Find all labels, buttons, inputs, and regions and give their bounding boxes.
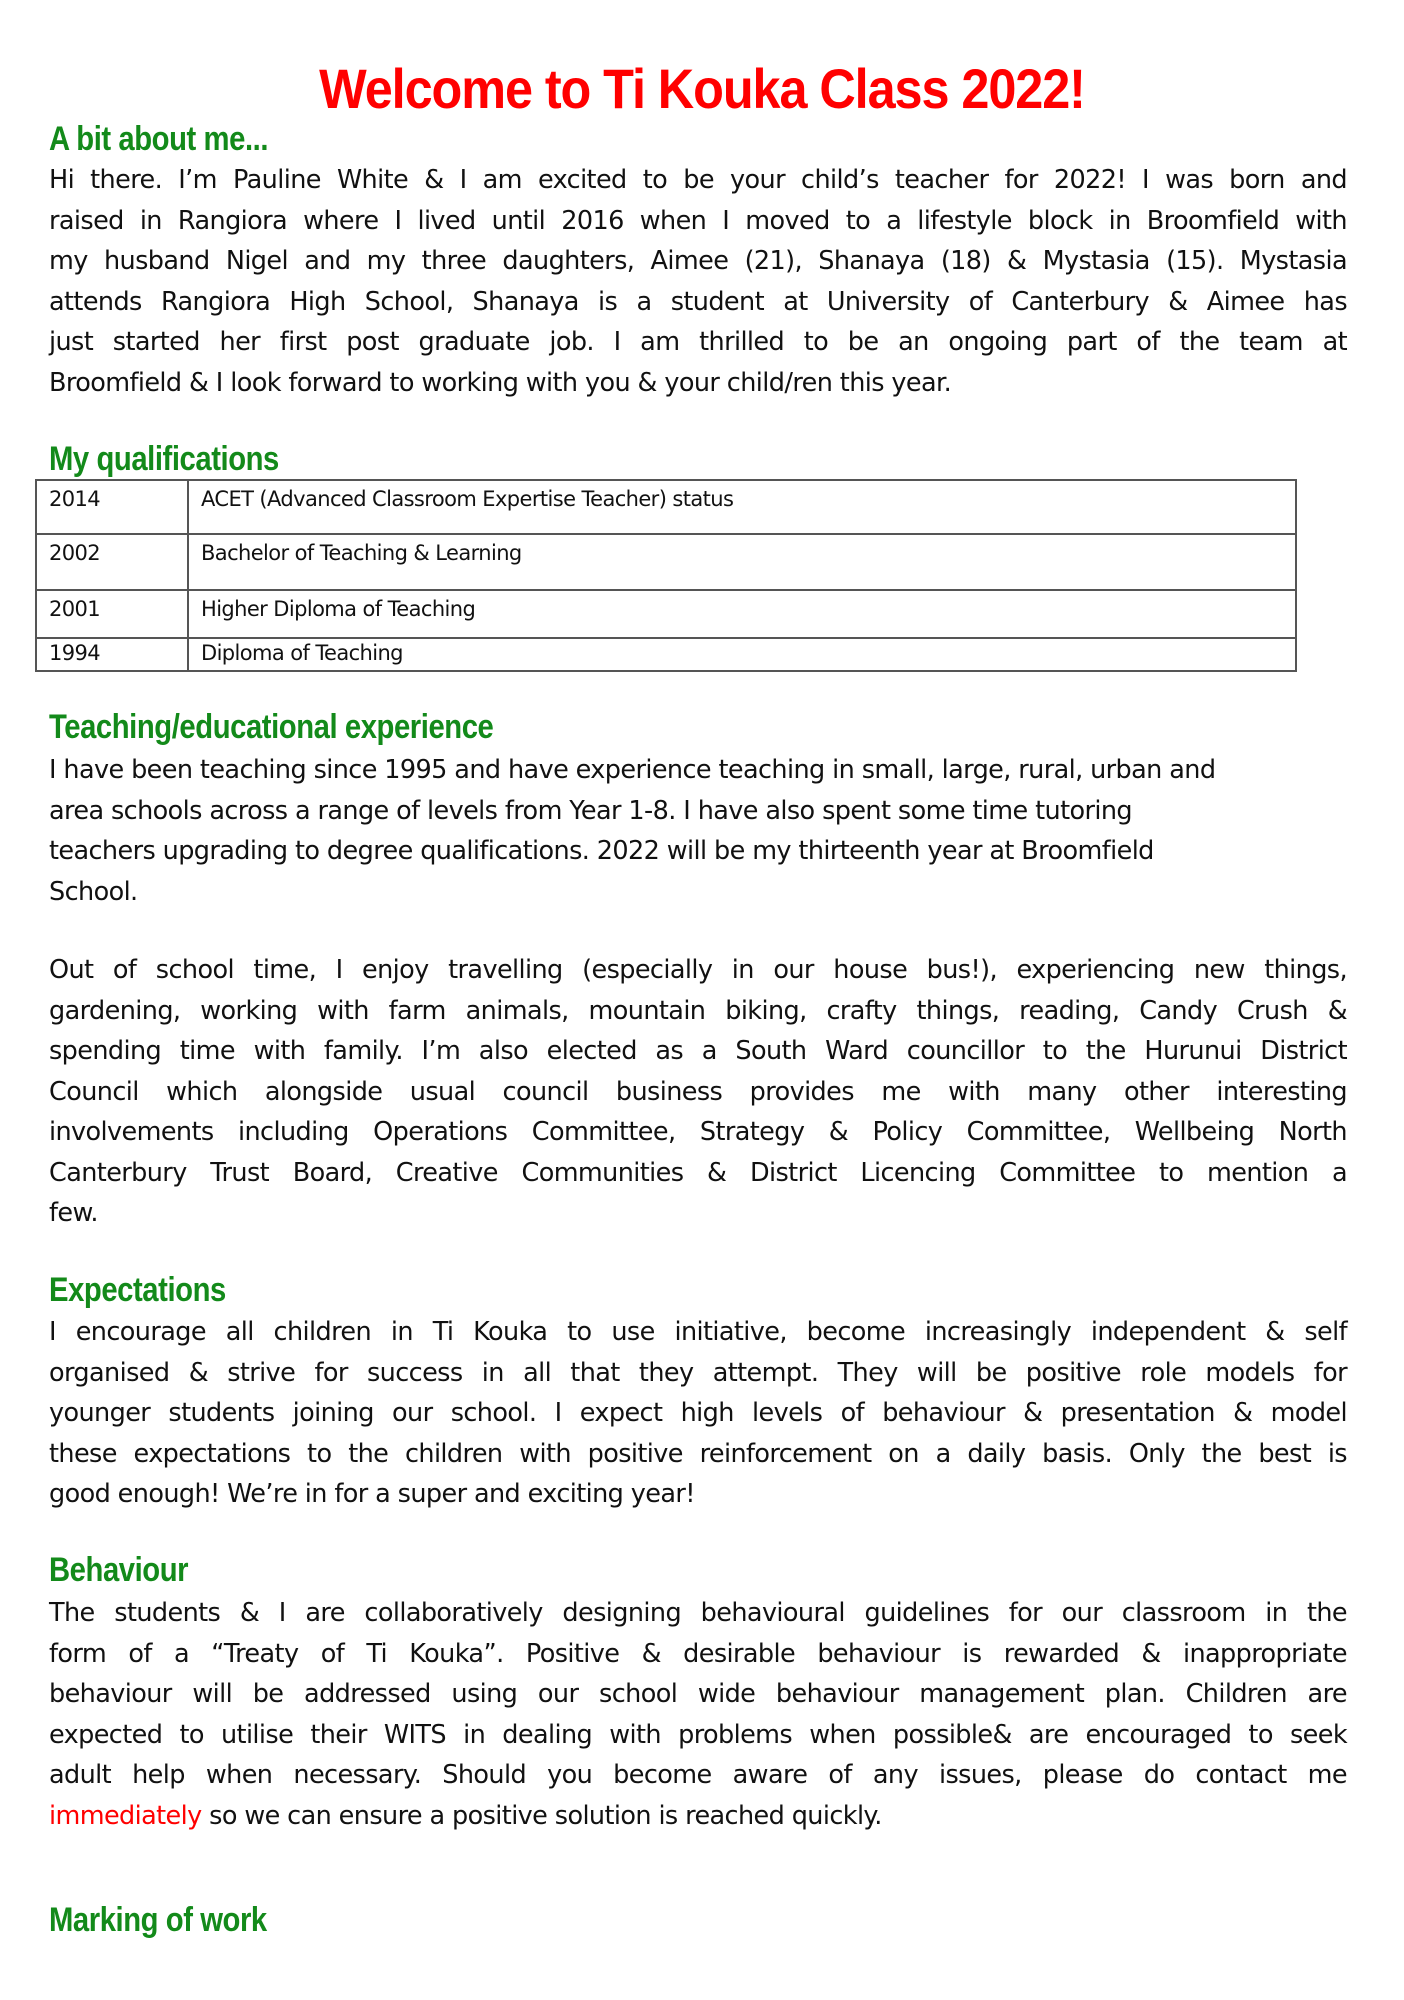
heading-experience: Teaching/educational experience bbox=[49, 708, 494, 746]
qualification-name: Diploma of Teaching bbox=[188, 638, 1296, 671]
text-line: form of a “Treaty of Ti Kouka”. Positive & desirable behaviour is rewarded & inappropriate bbox=[49, 1638, 1347, 1669]
text-line: just started her first post graduate job. I am thrilled to be an ongoing part of the team at bbox=[49, 327, 1347, 357]
heading-behaviour: Behaviour bbox=[49, 1551, 189, 1589]
behaviour-paragraph bbox=[49, 1593, 1347, 1836]
text-line: I have been teaching since 1995 and have experience teaching in small, large, rural, urban and bbox=[49, 755, 1216, 785]
emphasis-immediately: immediately bbox=[49, 1800, 202, 1831]
about-paragraph bbox=[49, 160, 1347, 403]
text-line: The students & I are collaboratively designing behavioural guidelines for our classroom in the bbox=[49, 1598, 1347, 1628]
text-line: younger students joining our school. I expect high levels of behaviour & presentation & model bbox=[49, 1398, 1347, 1428]
text-line: few. bbox=[49, 1198, 98, 1228]
table-row bbox=[36, 534, 1296, 590]
text-line: good enough! We’re in for a super and exciting year! bbox=[49, 1479, 695, 1509]
text-line: adult help when necessary. Should you become aware of any issues, please do contact me bbox=[49, 1760, 1347, 1790]
qualification-name: Higher Diploma of Teaching bbox=[188, 590, 1296, 638]
qualification-year: 1994 bbox=[36, 638, 188, 671]
text-line: spending time with family. I’m also elected as a South Ward councillor to the Hurunui District bbox=[49, 1036, 1347, 1066]
text-line: Out of school time, I enjoy travelling (especially in our house bus!), experiencing new things, bbox=[49, 955, 1347, 985]
qualification-name: ACET (Advanced Classroom Expertise Teacher) status bbox=[188, 480, 1296, 534]
table-row bbox=[36, 480, 1296, 534]
text-line: Council which alongside usual council business provides me with many other interesting bbox=[49, 1076, 1347, 1107]
heading-about: A bit about me... bbox=[49, 120, 269, 158]
text-line: School. bbox=[49, 876, 138, 907]
text-line: Broomfield & I look forward to working with you & your child/ren this year. bbox=[49, 367, 952, 398]
text-line: behaviour will be addressed using our school wide behaviour management plan. Children are bbox=[49, 1679, 1347, 1709]
text-line: area schools across a range of levels from Year 1-8. I have also spent some time tutoring bbox=[49, 795, 1133, 826]
expectations-paragraph bbox=[49, 1312, 1347, 1515]
text-line: attends Rangiora High School, Shanaya is a student at University of Canterbury & Aimee has bbox=[49, 286, 1347, 317]
experience-paragraph bbox=[49, 750, 1347, 912]
text-line: raised in Rangiora where I lived until 2016 when I moved to a lifestyle block in Broomfield with bbox=[49, 205, 1347, 236]
qualifications-table bbox=[35, 479, 1297, 672]
text-fragment: so we can ensure a positive solution is reached quickly. bbox=[201, 1800, 882, 1831]
text-line: organised & strive for success in all that they attempt. They will be positive role models for bbox=[49, 1357, 1347, 1388]
heading-expectations: Expectations bbox=[49, 1271, 226, 1309]
text-line: these expectations to the children with positive reinforcement on a daily basis. Only the best is bbox=[49, 1438, 1347, 1469]
qualification-year: 2001 bbox=[36, 590, 188, 638]
text-line: gardening, working with farm animals, mountain biking, crafty things, reading, Candy Crush & bbox=[49, 995, 1347, 1026]
text-line: I encourage all children in Ti Kouka to use initiative, become increasingly independent & self bbox=[49, 1317, 1347, 1347]
heading-marking: Marking of work bbox=[49, 1901, 267, 1939]
text-line: involvements including Operations Committee, Strategy & Policy Committee, Wellbeing North bbox=[49, 1117, 1347, 1147]
text-line: Canterbury Trust Board, Creative Communities & District Licencing Committee to mention a bbox=[49, 1157, 1347, 1188]
hobbies-paragraph bbox=[49, 950, 1347, 1234]
qualification-year: 2002 bbox=[36, 534, 188, 590]
text-line: my husband Nigel and my three daughters, Aimee (21), Shanaya (18) & Mystasia (15). Mystasia bbox=[49, 246, 1347, 276]
text-line bbox=[49, 1796, 1347, 1837]
table-row bbox=[36, 638, 1296, 671]
page-title: Welcome to Ti Kouka Class 2022! bbox=[319, 57, 1085, 120]
table-row bbox=[36, 590, 1296, 638]
qualification-name: Bachelor of Teaching & Learning bbox=[188, 534, 1296, 590]
text-line: teachers upgrading to degree qualifications. 2022 will be my thirteenth year at Broomfield bbox=[49, 836, 1154, 866]
heading-qualifications: My qualifications bbox=[49, 440, 279, 478]
text-line: Hi there. I’m Pauline White & I am excited to be your child’s teacher for 2022! I was born and bbox=[49, 165, 1347, 195]
text-line: expected to utilise their WITS in dealing with problems when possible& are encouraged to seek bbox=[49, 1719, 1347, 1750]
qualification-year: 2014 bbox=[36, 480, 188, 534]
